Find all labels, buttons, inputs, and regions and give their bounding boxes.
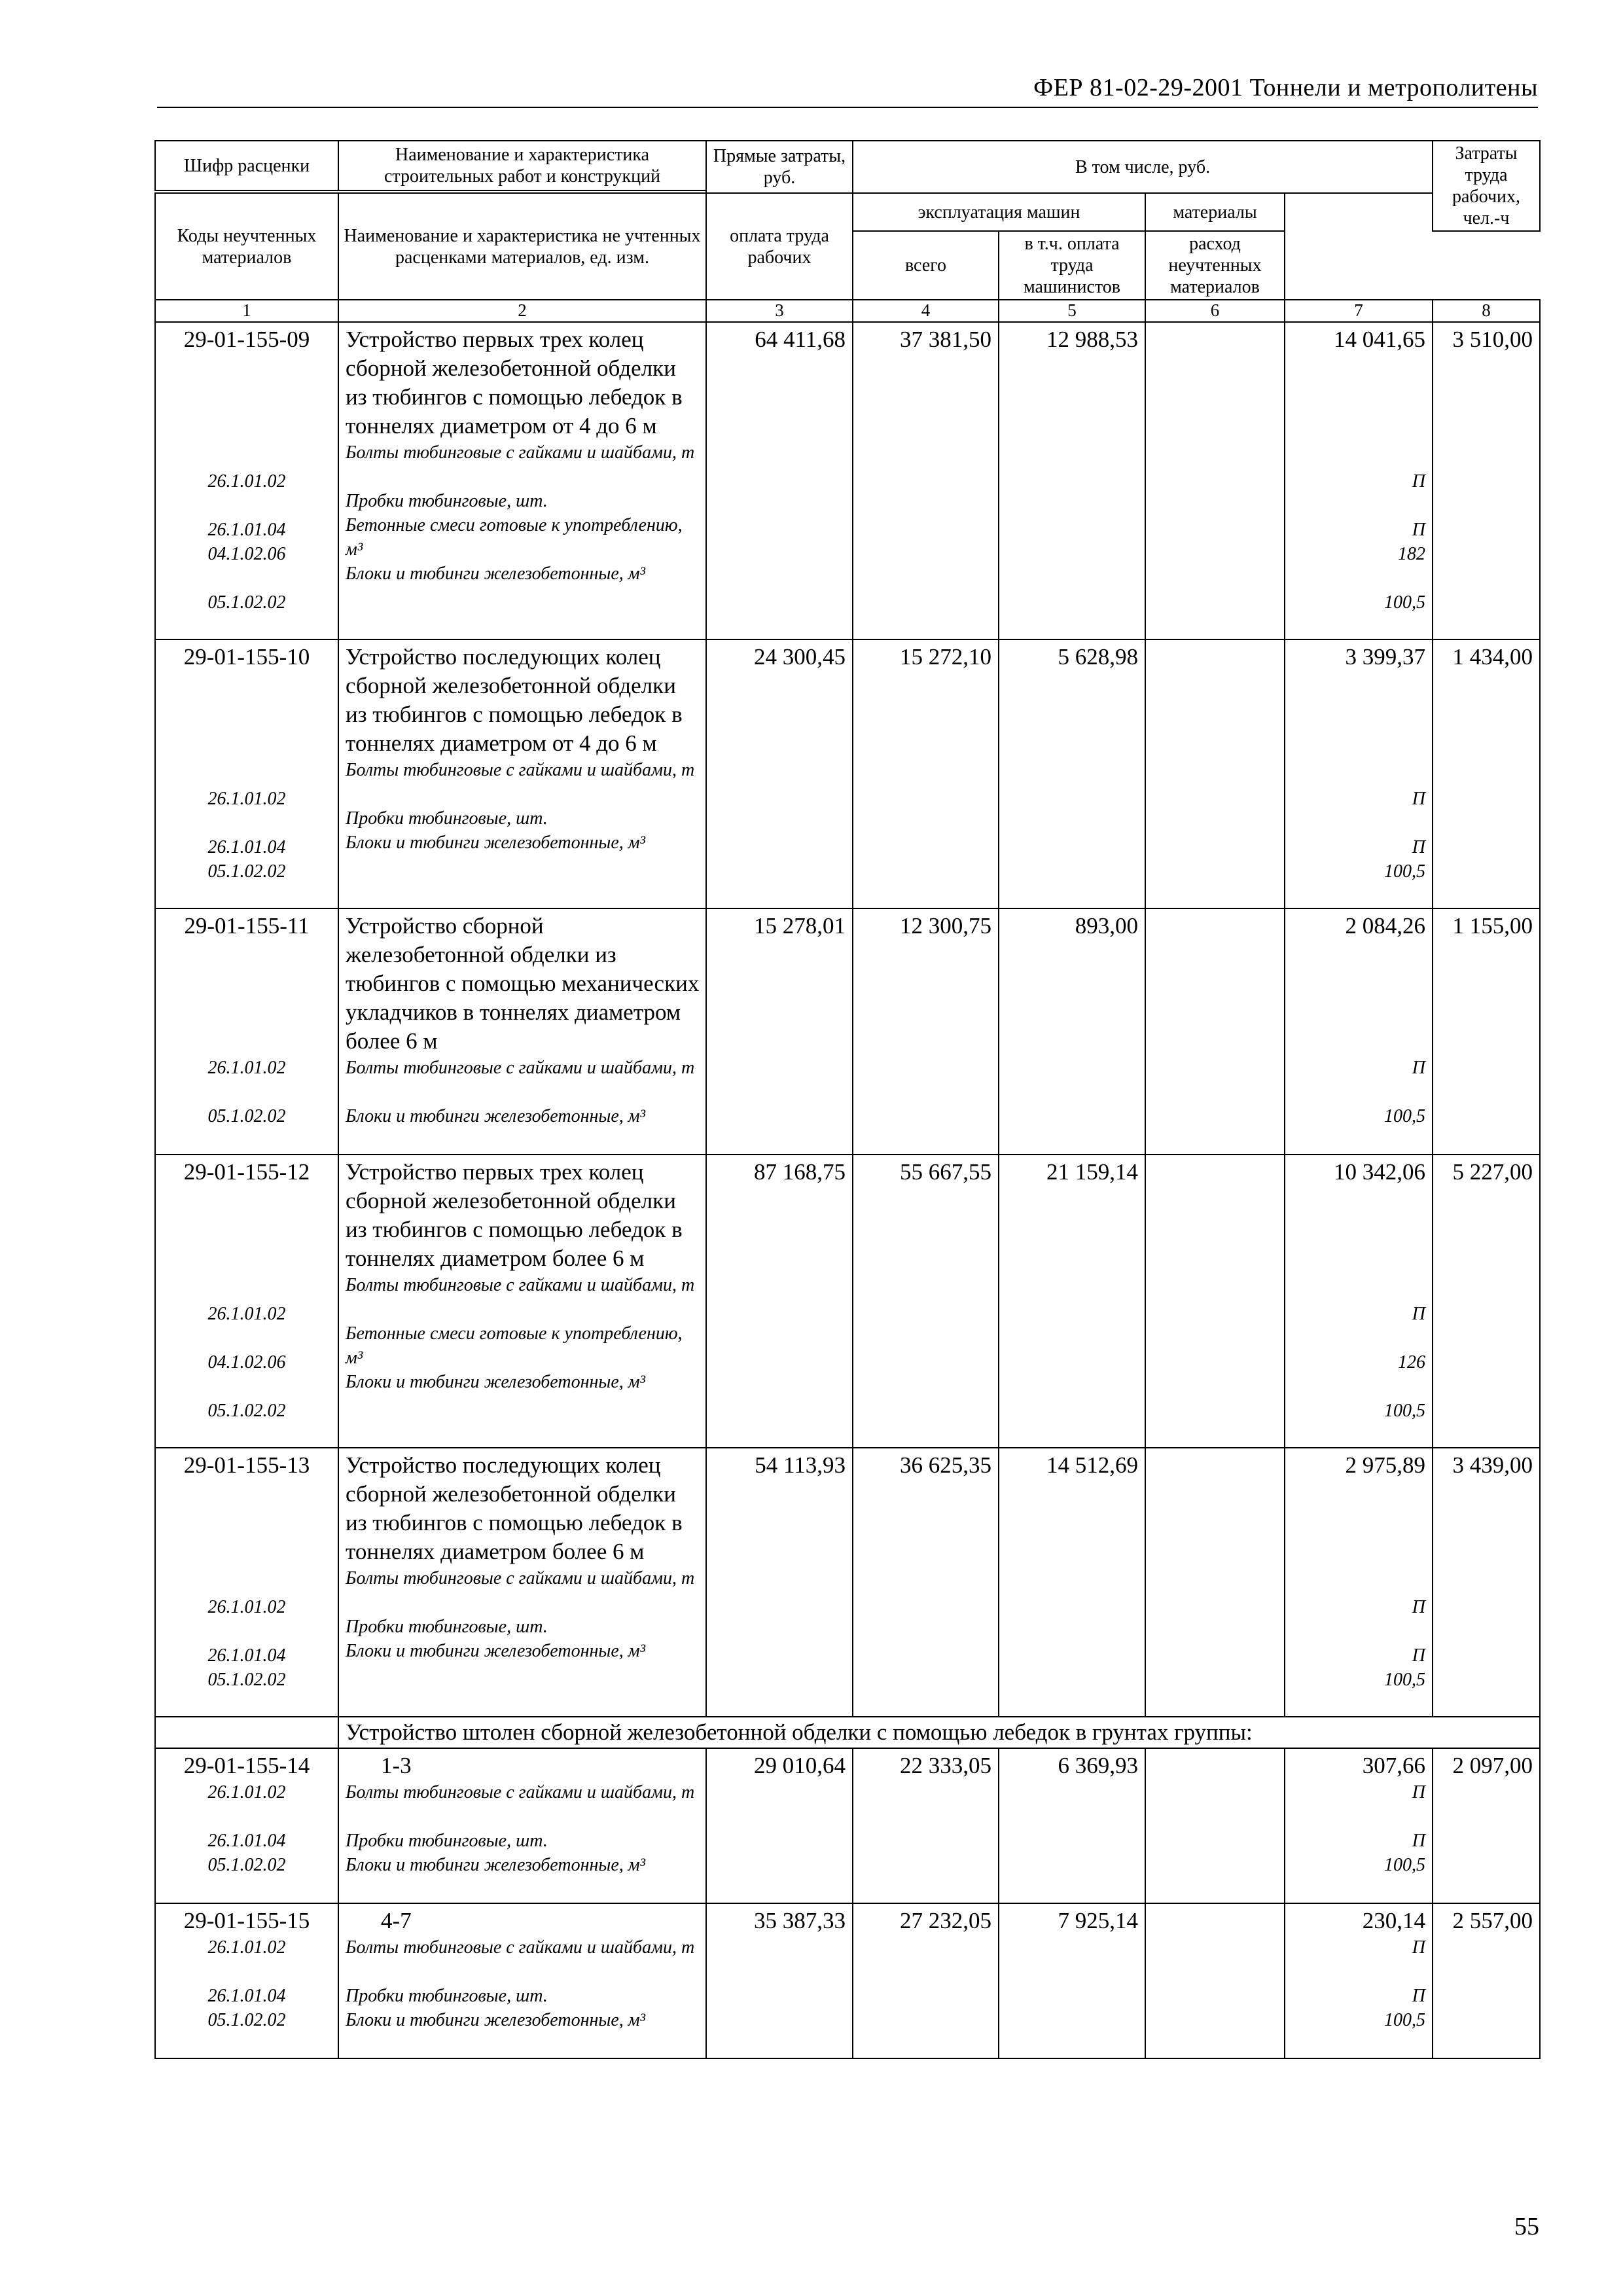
machines-total-value: 12 988,53: [999, 322, 1145, 639]
material-qty: 182: [1398, 544, 1426, 564]
material-code: 26.1.01.02: [207, 471, 286, 492]
material-name: Болты тюбинговые с гайками и шайбами, т: [346, 1058, 695, 1078]
material-qty: 100,5: [1384, 1401, 1426, 1421]
document-header-title: ФЕР 81-02-29-2001 Тоннели и метрополитены: [1033, 74, 1538, 101]
work-name: Устройство первых трех колец сборной железобетонной обделки из тюбингов с помощью лебедок в тоннелях диаметром от 4 до 6 м: [346, 327, 683, 439]
material-name: Блоки и тюбинги железобетонные, м³: [346, 1855, 646, 1875]
header-cell-unaccounted-materials: расход неучтенных материалов: [1145, 231, 1285, 300]
drivers-pay-value: [1145, 1903, 1285, 2058]
work-name-cell: [338, 639, 706, 908]
section-heading: Устройство штолен сборной железобетонной обделки с помощью лебедок в грунтах группы:: [338, 1717, 1540, 1748]
materials-value: 10 342,06: [1334, 1159, 1426, 1185]
rate-code: 29-01-155-14: [183, 1753, 310, 1778]
header-cell-labor-pay: оплата труда рабочих: [706, 193, 853, 300]
code-spacer: [156, 941, 338, 1056]
drivers-pay-value: [1145, 1448, 1285, 1717]
material-qty: 100,5: [1384, 1855, 1426, 1875]
material-qty: 100,5: [1384, 1106, 1426, 1126]
labor-pay-value: 55 667,55: [853, 1155, 999, 1448]
labor-hours-value: 2 557,00: [1433, 1903, 1540, 2058]
table-row: [155, 908, 1540, 1155]
labor-pay-value: 37 381,50: [853, 322, 999, 639]
rate-code-cell: [155, 1748, 338, 1903]
rate-code-cell: [155, 1448, 338, 1717]
column-number: 5: [999, 300, 1145, 322]
table-row: [155, 1748, 1540, 1903]
header-cell-material-codes: Коды неучтенных материалов: [155, 193, 338, 300]
rate-code-cell: [155, 908, 338, 1155]
materials-value: 3 399,37: [1345, 644, 1426, 670]
rate-code-cell: [155, 639, 338, 908]
table-body: [155, 322, 1540, 2058]
code-spacer: [156, 1480, 338, 1595]
material-code: 26.1.01.02: [207, 789, 286, 809]
header-cell-direct-costs: Прямые затраты, руб.: [706, 141, 853, 193]
machines-total-value: 5 628,98: [999, 639, 1145, 908]
labor-pay-value: 22 333,05: [853, 1748, 999, 1903]
material-name: Болты тюбинговые с гайками и шайбами, т: [346, 1568, 695, 1588]
materials-cell: [1285, 1748, 1433, 1903]
labor-pay-value: 27 232,05: [853, 1903, 999, 2058]
material-qty: П: [1412, 1782, 1426, 1803]
header-cell-including: В том числе, руб.: [853, 141, 1433, 193]
materials-cell: [1285, 1903, 1433, 2058]
direct-costs-value: 87 168,75: [706, 1155, 853, 1448]
column-number: 1: [155, 300, 338, 322]
material-code: 05.1.02.02: [207, 1401, 286, 1421]
materials-value: 14 041,65: [1334, 327, 1426, 352]
work-name: 1-3: [381, 1753, 412, 1778]
labor-hours-value: 1 434,00: [1433, 639, 1540, 908]
materials-spacer: [1289, 1480, 1425, 1595]
labor-hours-value: 1 155,00: [1433, 908, 1540, 1155]
rate-code-cell: [155, 1903, 338, 2058]
rate-code: 29-01-155-13: [183, 1452, 310, 1478]
header-cell-materials: материалы: [1145, 193, 1285, 231]
section-row: [155, 1717, 1540, 1748]
drivers-pay-value: [1145, 1748, 1285, 1903]
rate-code-cell: [155, 322, 338, 639]
header-cell-material-names: Наименование и характеристика не учтенных расценками материалов, ед. изм.: [338, 193, 706, 300]
column-number: 4: [853, 300, 999, 322]
machines-total-value: 21 159,14: [999, 1155, 1145, 1448]
material-qty: 100,5: [1384, 2010, 1426, 2030]
material-code: 05.1.02.02: [207, 592, 286, 613]
material-qty: 100,5: [1384, 1670, 1426, 1690]
material-code: 26.1.01.02: [207, 1597, 286, 1617]
work-name: Устройство первых трех колец сборной железобетонной обделки из тюбингов с помощью лебедок в тоннелях диаметром более 6 м: [346, 1159, 683, 1271]
header-cell-code: Шифр расценки: [155, 141, 338, 190]
rate-code: 29-01-155-12: [183, 1159, 310, 1185]
table-row: [155, 322, 1540, 639]
material-code: 05.1.02.02: [207, 2010, 286, 2030]
material-qty: П: [1412, 789, 1426, 809]
material-name: Блоки и тюбинги железобетонные, м³: [346, 1641, 646, 1661]
work-name-cell: [338, 1748, 706, 1903]
work-name-cell: [338, 322, 706, 639]
material-code: 04.1.02.06: [207, 544, 286, 564]
materials-cell: [1285, 1448, 1433, 1717]
header-cell-machines-total: всего: [853, 231, 999, 300]
direct-costs-value: 64 411,68: [706, 322, 853, 639]
section-code-cell: [155, 1717, 338, 1748]
drivers-pay-value: [1145, 908, 1285, 1155]
direct-costs-value: 35 387,33: [706, 1903, 853, 2058]
material-qty: 126: [1398, 1352, 1426, 1372]
material-name: Болты тюбинговые с гайками и шайбами, т: [346, 1275, 695, 1295]
material-name: Пробки тюбинговые, шт.: [346, 808, 548, 829]
materials-value: 2 084,26: [1345, 913, 1426, 939]
direct-costs-value: 54 113,93: [706, 1448, 853, 1717]
material-qty: П: [1412, 1645, 1426, 1666]
machines-total-value: 893,00: [999, 908, 1145, 1155]
material-qty: П: [1412, 1597, 1426, 1617]
code-spacer: [156, 354, 338, 469]
header-rule: [157, 107, 1538, 108]
work-name-cell: [338, 908, 706, 1155]
material-name: Пробки тюбинговые, шт.: [346, 1617, 548, 1637]
materials-value: 2 975,89: [1345, 1452, 1426, 1478]
direct-costs-value: 29 010,64: [706, 1748, 853, 1903]
materials-cell: [1285, 1155, 1433, 1448]
material-qty: П: [1412, 1304, 1426, 1324]
material-code: 26.1.01.02: [207, 1782, 286, 1803]
materials-spacer: [1289, 1187, 1425, 1302]
column-number: 6: [1145, 300, 1285, 322]
rate-code: 29-01-155-11: [184, 913, 310, 939]
work-name: Устройство последующих колец сборной железобетонной обделки из тюбингов с помощью лебедок в тоннелях диаметром от 4 до 6 м: [346, 644, 683, 756]
labor-hours-value: 2 097,00: [1433, 1748, 1540, 1903]
material-code: 26.1.01.04: [207, 1986, 286, 2006]
labor-hours-value: 3 439,00: [1433, 1448, 1540, 1717]
material-name: Бетонные смеси готовые к употреблению, м³: [346, 1323, 683, 1368]
material-qty: П: [1412, 1058, 1426, 1078]
materials-spacer: [1289, 354, 1425, 469]
work-name-cell: [338, 1903, 706, 2058]
drivers-pay-value: [1145, 639, 1285, 908]
rate-code: 29-01-155-15: [183, 1908, 310, 1933]
rate-code: 29-01-155-10: [183, 644, 310, 670]
table-row: [155, 639, 1540, 908]
table-row: [155, 1448, 1540, 1717]
material-name: Блоки и тюбинги железобетонные, м³: [346, 833, 646, 853]
material-code: 26.1.01.04: [207, 1831, 286, 1851]
material-code: 05.1.02.02: [207, 1670, 286, 1690]
price-table: [154, 140, 1541, 2059]
material-name: Пробки тюбинговые, шт.: [346, 1831, 548, 1851]
material-qty: П: [1412, 1831, 1426, 1851]
material-name: Бетонные смеси готовые к употреблению, м³: [346, 515, 683, 560]
header-cell-machines: эксплуатация машин: [853, 193, 1145, 231]
material-code: 05.1.02.02: [207, 1855, 286, 1875]
labor-pay-value: 12 300,75: [853, 908, 999, 1155]
material-qty: П: [1412, 837, 1426, 857]
materials-value: 307,66: [1362, 1753, 1426, 1778]
material-name: Блоки и тюбинги железобетонные, м³: [346, 1106, 646, 1126]
header-cell-name: Наименование и характеристика строительных работ и конструкций: [338, 141, 706, 190]
material-name: Пробки тюбинговые, шт.: [346, 1986, 548, 2006]
work-name-cell: [338, 1448, 706, 1717]
header-cell-drivers-pay: в т.ч. оплата труда машинистов: [999, 231, 1145, 300]
drivers-pay-value: [1145, 1155, 1285, 1448]
materials-cell: [1285, 639, 1433, 908]
material-code: 04.1.02.06: [207, 1352, 286, 1372]
labor-hours-value: 5 227,00: [1433, 1155, 1540, 1448]
materials-cell: [1285, 322, 1433, 639]
machines-total-value: 6 369,93: [999, 1748, 1145, 1903]
material-qty: 100,5: [1384, 861, 1426, 882]
materials-cell: [1285, 908, 1433, 1155]
direct-costs-value: 15 278,01: [706, 908, 853, 1155]
code-spacer: [156, 1187, 338, 1302]
column-number: 7: [1285, 300, 1433, 322]
materials-spacer: [1289, 941, 1425, 1056]
material-code: 26.1.01.02: [207, 1058, 286, 1078]
labor-pay-value: 36 625,35: [853, 1448, 999, 1717]
work-name: 4-7: [381, 1908, 412, 1933]
material-qty: П: [1412, 520, 1426, 540]
work-name: Устройство сборной железобетонной обделки из тюбингов с помощью механических укладчиков в тоннелях диаметром более 6 м: [346, 913, 700, 1054]
material-name: Болты тюбинговые с гайками и шайбами, т: [346, 760, 695, 780]
material-qty: 100,5: [1384, 592, 1426, 613]
material-code: 26.1.01.04: [207, 520, 286, 540]
column-number: 3: [706, 300, 853, 322]
labor-hours-value: 3 510,00: [1433, 322, 1540, 639]
header-cell-labor-hours: Затраты труда рабочих, чел.-ч: [1433, 141, 1540, 231]
material-code: 05.1.02.02: [207, 861, 286, 882]
material-qty: П: [1412, 1937, 1426, 1958]
column-number: 2: [338, 300, 706, 322]
table-header: [155, 141, 1540, 322]
material-code: 05.1.02.02: [207, 1106, 286, 1126]
drivers-pay-value: [1145, 322, 1285, 639]
page-number: 55: [1514, 2213, 1539, 2240]
material-qty: П: [1412, 471, 1426, 492]
materials-value: 230,14: [1362, 1908, 1426, 1933]
machines-total-value: 7 925,14: [999, 1903, 1145, 2058]
material-name: Болты тюбинговые с гайками и шайбами, т: [346, 1937, 695, 1958]
direct-costs-value: 24 300,45: [706, 639, 853, 908]
material-qty: П: [1412, 1986, 1426, 2006]
machines-total-value: 14 512,69: [999, 1448, 1145, 1717]
table-row: [155, 1903, 1540, 2058]
labor-pay-value: 15 272,10: [853, 639, 999, 908]
work-name: Устройство последующих колец сборной железобетонной обделки из тюбингов с помощью лебедок в тоннелях диаметром более 6 м: [346, 1452, 683, 1564]
material-name: Болты тюбинговые с гайками и шайбами, т: [346, 442, 695, 463]
material-code: 26.1.01.04: [207, 837, 286, 857]
rate-code-cell: [155, 1155, 338, 1448]
material-code: 26.1.01.04: [207, 1645, 286, 1666]
material-code: 26.1.01.02: [207, 1304, 286, 1324]
material-name: Блоки и тюбинги железобетонные, м³: [346, 1372, 646, 1392]
material-name: Блоки и тюбинги железобетонные, м³: [346, 564, 646, 584]
material-name: Болты тюбинговые с гайками и шайбами, т: [346, 1782, 695, 1803]
column-number: 8: [1433, 300, 1540, 322]
material-name: Пробки тюбинговые, шт.: [346, 491, 548, 511]
materials-spacer: [1289, 672, 1425, 787]
table-row: [155, 1155, 1540, 1448]
work-name-cell: [338, 1155, 706, 1448]
code-spacer: [156, 672, 338, 787]
material-code: 26.1.01.02: [207, 1937, 286, 1958]
material-name: Блоки и тюбинги железобетонные, м³: [346, 2010, 646, 2030]
rate-code: 29-01-155-09: [183, 327, 310, 352]
